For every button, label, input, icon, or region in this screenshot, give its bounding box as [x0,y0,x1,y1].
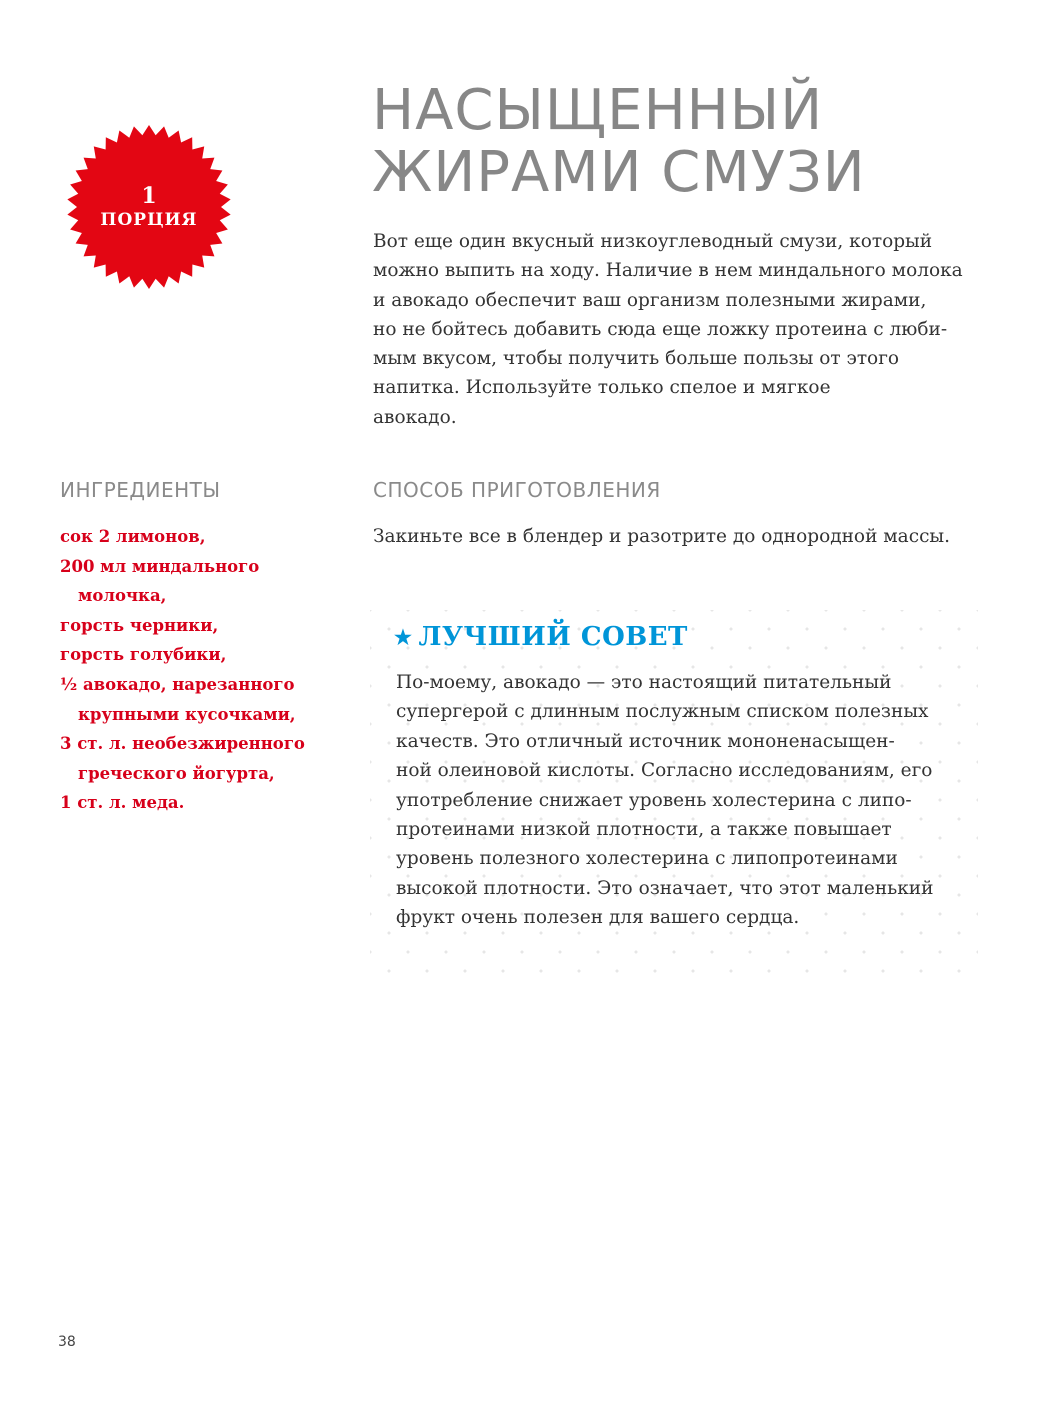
tip-box [370,610,978,976]
tip-line: качеств. Это отличный источник мононенасыщен- [396,730,895,752]
intro-line: и авокадо обеспечит ваш организм полезными жирами, [373,289,927,311]
servings-badge [66,124,232,290]
method-heading: СПОСОБ ПРИГОТОВЛЕНИЯ [373,478,661,502]
star-icon: ★ [394,625,413,649]
ingredient-item: 3 ст. л. необезжиренного [60,734,305,754]
tip-line: ной олеиновой кислоты. Согласно исследованиям, его [396,760,933,782]
intro-line: но не бойтесь добавить сюда еще ложку протеина с люби- [373,318,948,340]
tip-heading-text: ЛУЧШИЙ СОВЕТ [418,622,688,652]
tip-heading [394,620,688,654]
ingredient-item-continuation: молочка, [78,586,167,606]
ingredient-item: сок 2 лимонов, [60,527,206,546]
servings-label: ПОРЦИЯ [100,210,198,230]
method-text: Закиньте все в блендер и разотрите до однородной массы. [373,526,951,547]
intro-paragraph [373,227,993,432]
ingredients-list [60,522,305,818]
tip-line: уровень полезного холестерина с липопротеинами [396,848,898,870]
ingredient-item: горсть черники, [60,615,219,635]
ingredient-item: 1 ст. л. меда. [60,793,185,813]
tip-body [396,668,933,933]
ingredient-item: 200 мл миндального [60,556,260,576]
tip-line: высокой плотности. Это означает, что этот маленький [396,877,934,899]
ingredient-item-continuation: греческого йогурта, [78,763,275,783]
ingredient-item-continuation: крупными кусочками, [78,704,296,724]
intro-line: напитка. Используйте только спелое и мягкое [373,377,831,399]
tip-line: протеинами низкой плотности, а также повышает [396,819,892,841]
intro-line: можно выпить на ходу. Наличие в нем миндального молока [373,260,963,282]
tip-line: употребление снижает уровень холестерина с липо- [396,789,912,811]
intro-line: мым вкусом, чтобы получить больше пользы от этого [373,348,900,370]
ingredient-item: ½ авокадо, нарезанного [60,674,295,694]
servings-count: 1 [141,183,157,209]
tip-line: супергерой с длинным послужным списком полезных [396,701,929,723]
recipe-title [372,80,866,204]
intro-line: Вот еще один вкусный низкоуглеводный смузи, который [373,231,933,252]
intro-line: авокадо. [373,406,457,428]
tip-line: фрукт очень полезен для вашего сердца. [396,907,800,929]
servings-text [66,124,232,290]
page-number: 38 [58,1334,76,1350]
tip-line: По-моему, авокадо — это настоящий питательный [396,672,892,693]
ingredients-heading: ИНГРЕДИЕНТЫ [60,478,221,502]
title-line: НАСЫЩЕННЫЙ [372,78,824,143]
ingredient-item: горсть голубики, [60,645,227,665]
title-line: ЖИРАМИ СМУЗИ [372,140,866,205]
